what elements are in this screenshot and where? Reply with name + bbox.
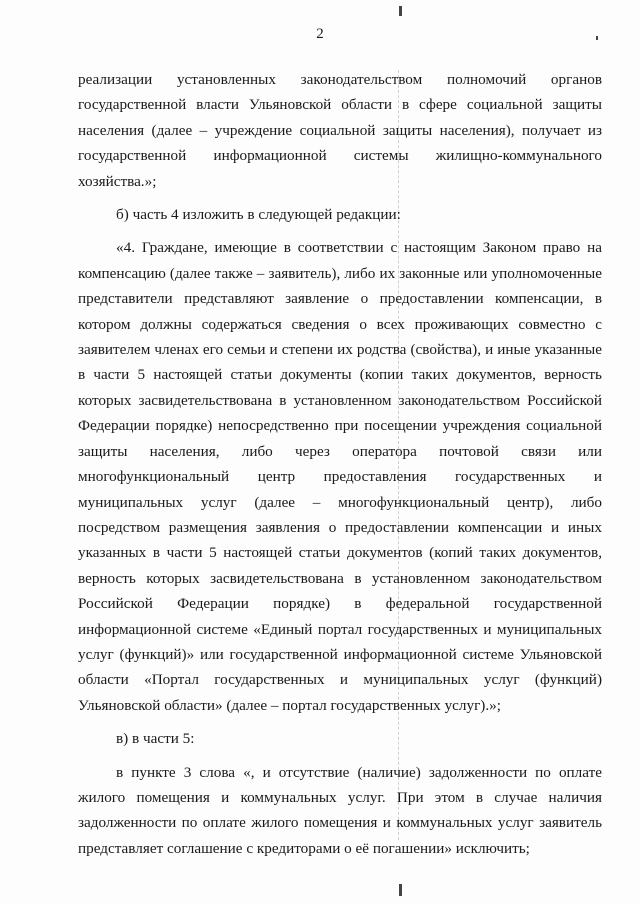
- scan-mark-bottom: [399, 884, 402, 896]
- page-number: 2: [316, 26, 324, 42]
- paragraph-subitem-v: в) в части 5:: [116, 730, 195, 748]
- scan-mark-top: [399, 6, 402, 16]
- paragraph-point-3: в пункте 3 слова «, и отсутствие (наличие) задолженности по оплате жилого помещения и коммунальных услуг. При этом в случае наличия задолженности по оплате жилого помещения и коммунальных услуг заявитель представляет соглашение с кредиторами о её погашении» исключить;: [78, 763, 602, 857]
- paragraph-subitem-b: б) часть 4 изложить в следующей редакции:: [116, 206, 401, 224]
- document-body: [78, 67, 602, 861]
- paragraph-part-4: «4. Граждане, имеющие в соответствии с настоящим Законом право на компенсацию (далее также – заявитель), либо их законные или уполномоченные представители представляют заявление о предоставлении компенсации, в котором должны содержаться сведения о всех проживающих совместно с заявителем членах его семьи и степени их родства (свойства), и иные указанные в части 5 настоящей статьи документы (копии таких документов, верность которых засвидетельствована в установленном законодательством Российской Федерации порядке) непосредственно при посещении учреждения социальной защиты населения, либо через оператора почтовой связи или многофункциональный центр предоставления государственных и муниципальных услуг (далее – многофункциональный центр), либо посредством размещения заявления о предоставлении компенсации и иных указанных в части 5 настоящей статьи документов (копий таких документов, верность которых засвидетельствована в установленном законодательством Российской Федерации порядке) в федеральной государственной информационной системе «Единый портал государственных и муниципальных услуг (функций)» или государственной информационной системе Ульяновской области «Портал государственных и муниципальных услуг (функций) Ульяновской области» (далее – портал государственных услуг).»;: [78, 239, 602, 714]
- paragraph-continuation: реализации установленных законодательством полномочий органов государственной власти Ульяновской области в сфере социальной защиты населения (далее – учреждение социальной защиты населения), получает из государственной информационной системы жилищно-коммунального хозяйства.»;: [78, 71, 602, 190]
